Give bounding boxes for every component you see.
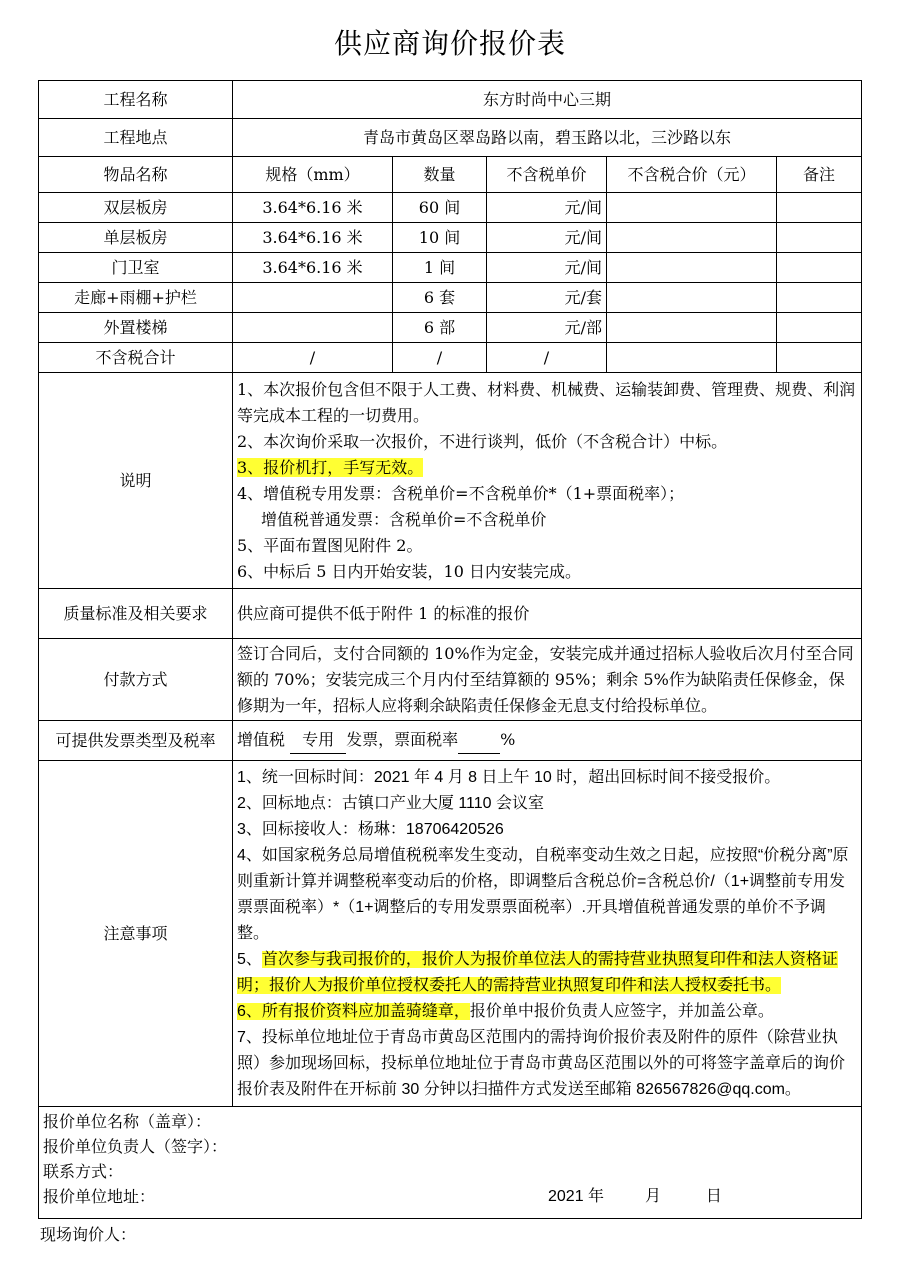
table-row xyxy=(39,283,862,313)
invoice-prefix: 增值税 xyxy=(237,730,286,749)
item-unit-price: 元/间 xyxy=(487,223,607,253)
table-row xyxy=(39,253,862,283)
explanation-line-prefix: 3、 xyxy=(237,457,264,477)
header-total-price: 不含税合价（元） xyxy=(607,157,777,193)
invoice-label: 可提供发票类型及税率 xyxy=(39,721,233,761)
invoice-suffix: % xyxy=(500,730,516,749)
total-row xyxy=(39,343,862,373)
item-name: 双层板房 xyxy=(39,193,233,223)
item-spec xyxy=(233,283,393,313)
date-field xyxy=(548,1184,722,1209)
notice-item: 1、统一回标时间：2021 年 4 月 8 日上午 10 时，超出回标时间不接受报价。 xyxy=(237,768,781,786)
explanation-line: 1、本次报价包含但不限于人工费、材料费、机械费、运输装卸费、管理费、规费、利润等完成本工程的一切费用。 xyxy=(237,379,856,425)
item-remark xyxy=(777,283,862,313)
item-spec: 3.64*6.16 米 xyxy=(233,223,393,253)
explanation-line: 6、中标后 5 日内开始安装，10 日内安装完成。 xyxy=(237,561,581,581)
item-spec xyxy=(233,313,393,343)
table-row xyxy=(39,313,862,343)
item-name: 走廊+雨棚+护栏 xyxy=(39,283,233,313)
notice-item xyxy=(237,947,857,999)
notice-item: 4、如国家税务总局增值税税率发生变动，自税率变动生效之日起，应按照“价税分离”原则重新计算并调整税率变动后的价格，即调整后含税总价=含税总价/（1+调整前专用发票票面税率）*（1+调整后的专用发票票面税率）.开具增值税普通发票的单价不予调整。 xyxy=(237,846,849,942)
item-qty: 60 间 xyxy=(393,193,487,223)
item-name: 外置楼梯 xyxy=(39,313,233,343)
item-name: 单层板房 xyxy=(39,223,233,253)
total-slash: / xyxy=(487,343,607,373)
header-qty: 数量 xyxy=(393,157,487,193)
invoice-value xyxy=(233,721,862,761)
total-label: 不含税合计 xyxy=(39,343,233,373)
notice-5-prefix: 5、 xyxy=(237,950,262,968)
item-name: 门卫室 xyxy=(39,253,233,283)
notice-5-highlight: 首次参与我司报价的，报价人为报价单位法人的需持营业执照复印件和法人资格证明；报价人为报价单位授权委托人的需持营业执照复印件和法人授权委托书。 xyxy=(237,950,838,994)
header-spec: 规格（mm） xyxy=(233,157,393,193)
item-total-price xyxy=(607,223,777,253)
invoice-type: 专用 xyxy=(290,727,346,754)
item-unit-price: 元/套 xyxy=(487,283,607,313)
item-remark xyxy=(777,253,862,283)
explanation-line: 4、增值税专用发票：含税单价=不含税单价*（1+票面税率）； xyxy=(237,483,685,503)
page-title: 供应商询价报价表 xyxy=(333,27,566,60)
notice-6-highlight: 所有报价资料应加盖骑缝章， xyxy=(261,1002,470,1020)
project-name-value: 东方时尚中心三期 xyxy=(233,81,862,119)
table-row xyxy=(39,193,862,223)
explanation-content xyxy=(233,373,862,589)
quality-label: 质量标准及相关要求 xyxy=(39,589,233,639)
notice-6-rest: 报价单中报价负责人应签字，并加盖公章。 xyxy=(469,1002,774,1020)
item-spec: 3.64*6.16 米 xyxy=(233,253,393,283)
header-unit-price: 不含税单价 xyxy=(487,157,607,193)
project-site-value: 青岛市黄岛区翠岛路以南，碧玉路以北，三沙路以东 xyxy=(233,119,862,157)
date-day: 日 xyxy=(705,1188,722,1205)
project-site-label: 工程地点 xyxy=(39,119,233,157)
notice-item: 3、回标接收人：杨琳：18706420526 xyxy=(237,820,504,838)
item-unit-price: 元/间 xyxy=(487,253,607,283)
date-year: 2021 年 xyxy=(548,1188,605,1205)
notices-label: 注意事项 xyxy=(39,761,233,1107)
total-value xyxy=(607,343,777,373)
project-name-label: 工程名称 xyxy=(39,81,233,119)
payment-value: 签订合同后，支付合同额的 10%作为定金，安装完成并通过招标人验收后次月付至合同额的 70%；安装完成三个月内付至结算额的 95%；剩余 5%作为缺陷责任保修金，保修期为一年，招标人应将剩余缺陷责任保修金无息支付给投标单位。 xyxy=(233,639,862,721)
item-remark xyxy=(777,223,862,253)
header-item: 物品名称 xyxy=(39,157,233,193)
sign-block xyxy=(39,1107,862,1219)
total-slash: / xyxy=(393,343,487,373)
item-spec: 3.64*6.16 米 xyxy=(233,193,393,223)
notice-item: 2、回标地点：古镇口产业大厦 1110 会议室 xyxy=(237,794,545,812)
payment-label: 付款方式 xyxy=(39,639,233,721)
item-total-price xyxy=(607,253,777,283)
quote-table xyxy=(38,80,862,1219)
company-name-line: 报价单位名称（盖章）： xyxy=(43,1112,212,1131)
item-total-price xyxy=(607,313,777,343)
explanation-line: 5、平面布置图见附件 2。 xyxy=(237,535,423,555)
item-remark xyxy=(777,313,862,343)
explanation-line: 2、本次询价采取一次报价，不进行谈判，低价（不含税合计）中标。 xyxy=(237,431,728,451)
invoice-mid: 发票，票面税率 xyxy=(346,730,459,749)
item-qty: 10 间 xyxy=(393,223,487,253)
notice-item xyxy=(237,999,857,1025)
item-qty: 1 间 xyxy=(393,253,487,283)
notice-6-prefix: 6、 xyxy=(237,1002,262,1020)
header-remark: 备注 xyxy=(777,157,862,193)
item-qty: 6 套 xyxy=(393,283,487,313)
item-remark xyxy=(777,193,862,223)
quality-value: 供应商可提供不低于附件 1 的标准的报价 xyxy=(233,589,862,639)
explanation-line: 增值税普通发票：含税单价=不含税单价 xyxy=(261,509,547,529)
notice-item: 7、投标单位地址位于青岛市黄岛区范围内的需持询价报价表及附件的原件（除营业执照）参加现场回标，投标单位地址位于青岛市黄岛区范围以外的可将签字盖章后的询价报价表及附件在开标前 30 分钟以扫描件方式发送至邮箱 826567826@qq.com。 xyxy=(237,1028,846,1098)
item-unit-price: 元/部 xyxy=(487,313,607,343)
total-slash: / xyxy=(233,343,393,373)
item-total-price xyxy=(607,283,777,313)
table-row xyxy=(39,223,862,253)
item-qty: 6 部 xyxy=(393,313,487,343)
item-unit-price: 元/间 xyxy=(487,193,607,223)
explanation-line xyxy=(237,455,857,481)
date-month: 月 xyxy=(644,1188,661,1205)
address-label: 报价单位地址： xyxy=(43,1187,156,1206)
explanation-highlight: 报价机打，手写无效。 xyxy=(263,457,424,477)
item-total-price xyxy=(607,193,777,223)
onsite-inquirer: 现场询价人： xyxy=(40,1225,137,1244)
person-sign-line: 报价单位负责人（签字）： xyxy=(43,1137,228,1156)
contact-line: 联系方式： xyxy=(43,1162,124,1181)
total-remark xyxy=(777,343,862,373)
address-line xyxy=(43,1184,857,1209)
tax-rate-blank xyxy=(458,727,500,754)
notices-content xyxy=(233,761,862,1107)
explanation-label: 说明 xyxy=(39,373,233,589)
